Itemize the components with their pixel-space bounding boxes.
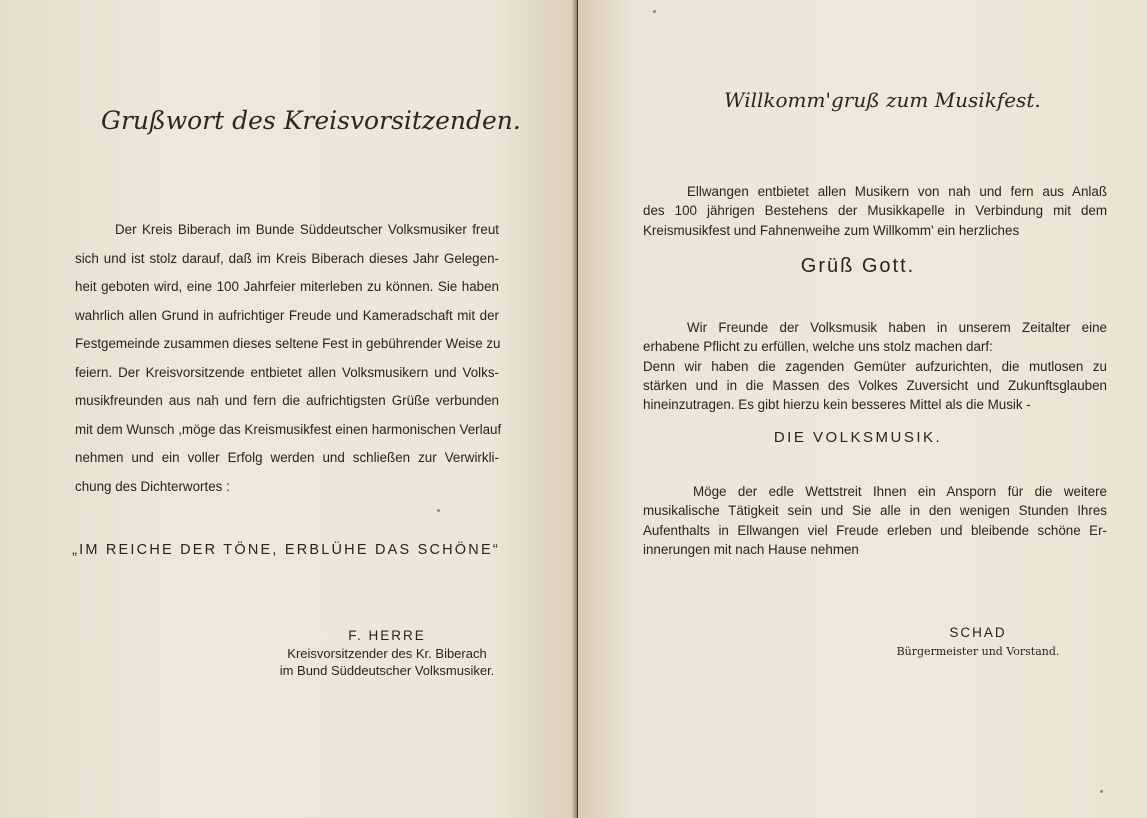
body-line: wahrlich allen Grund in aufrichtiger Freude und Kameradschaft mit der <box>75 307 499 323</box>
body-line: musikfreunden aus nah und fern die aufrichtigsten Grüße verbunden <box>75 393 499 408</box>
left-page-title: Grußwort des Kreisvorsitzenden. <box>101 106 521 135</box>
greeting: Grüß Gott. <box>800 255 916 277</box>
quote: „IM REICHE DER TÖNE, ERBLÜHE DAS SCHÖNE“ <box>72 542 500 558</box>
paper-speck <box>653 10 656 13</box>
right-signature <box>878 625 1078 660</box>
signature-name: F. HERRE <box>348 628 426 643</box>
body-line: erhabene Pflicht zu erfüllen, welche uns stolz machen darf: <box>643 339 993 355</box>
body-line: musikalische Tätigkeit sein und Sie alle in den wenigen Stunden Ihres <box>643 503 1107 519</box>
right-middle <box>643 318 1107 414</box>
right-page <box>578 0 1147 818</box>
body-line: Kreismusikfest und Fahnenweihe zum Willkomm' ein herzliches <box>643 222 1020 238</box>
body-line: stärken und in die Massen des Volkes Zuversicht und Zukunftsglauben <box>643 377 1107 393</box>
signature-name: SCHAD <box>949 625 1007 640</box>
body-line: heit geboten wird, eine 100 Jahrfeier miterleben zu können. Sie haben <box>75 279 499 294</box>
body-line: Möge der edle Wettstreit Ihnen ein Ansporn für die weitere <box>693 484 1107 499</box>
paper-speck <box>437 509 440 512</box>
signature-role: Kreisvorsitzender des Kr. Biberach <box>287 646 487 661</box>
body-line: mit dem Wunsch ,möge das Kreismusikfest einen harmonischen Verlauf <box>75 421 502 437</box>
body-line: Denn wir haben die zagenden Gemüter aufzurichten, die mutlosen zu <box>643 358 1107 374</box>
body-line: Festgemeinde zusammen dieses seltene Fest in gebührender Weise zu <box>75 336 501 351</box>
paper-speck <box>1100 790 1103 793</box>
body-line: chung des Dichterwortes : <box>75 478 230 494</box>
right-page-title: Willkomm'gruß zum Musikfest. <box>724 88 1041 112</box>
right-closing <box>643 482 1107 559</box>
left-page-body <box>75 216 502 501</box>
signature-role: Bürgermeister und Vorstand. <box>896 645 1060 658</box>
body-line: hineinzutragen. Es gibt hierzu kein besseres Mittel als die Musik - <box>643 397 1031 413</box>
right-intro <box>643 182 1107 240</box>
body-line: Wir Freunde der Volksmusik haben in unserem Zeitalter eine <box>687 320 1107 335</box>
signature-role: im Bund Süddeutscher Volksmusiker. <box>279 663 495 678</box>
body-line: nehmen und ein voller Erfolg werden und schließen zur Verwirkli- <box>75 450 499 465</box>
body-line: des 100 jährigen Bestehens der Musikkapelle in Verbindung mit dem <box>643 203 1107 219</box>
body-line: feiern. Der Kreisvorsitzende entbietet allen Volksmusikern und Volks- <box>75 364 499 380</box>
body-line: sich und ist stolz darauf, daß im Kreis Biberach dieses Jahr Gelegen- <box>75 250 499 266</box>
body-line: Ellwangen entbietet allen Musikern von nah und fern aus Anlaß <box>687 184 1107 199</box>
body-line: innerungen mit nach Hause nehmen <box>643 541 859 557</box>
body-line: Der Kreis Biberach im Bunde Süddeutscher Volksmusiker freut <box>115 222 499 237</box>
emphasis: DIE VOLKSMUSIK. <box>773 429 943 446</box>
left-signature <box>262 628 512 679</box>
body-line: Aufenthalts in Ellwangen viel Freude erleben und bleibende schöne Er- <box>643 522 1107 538</box>
